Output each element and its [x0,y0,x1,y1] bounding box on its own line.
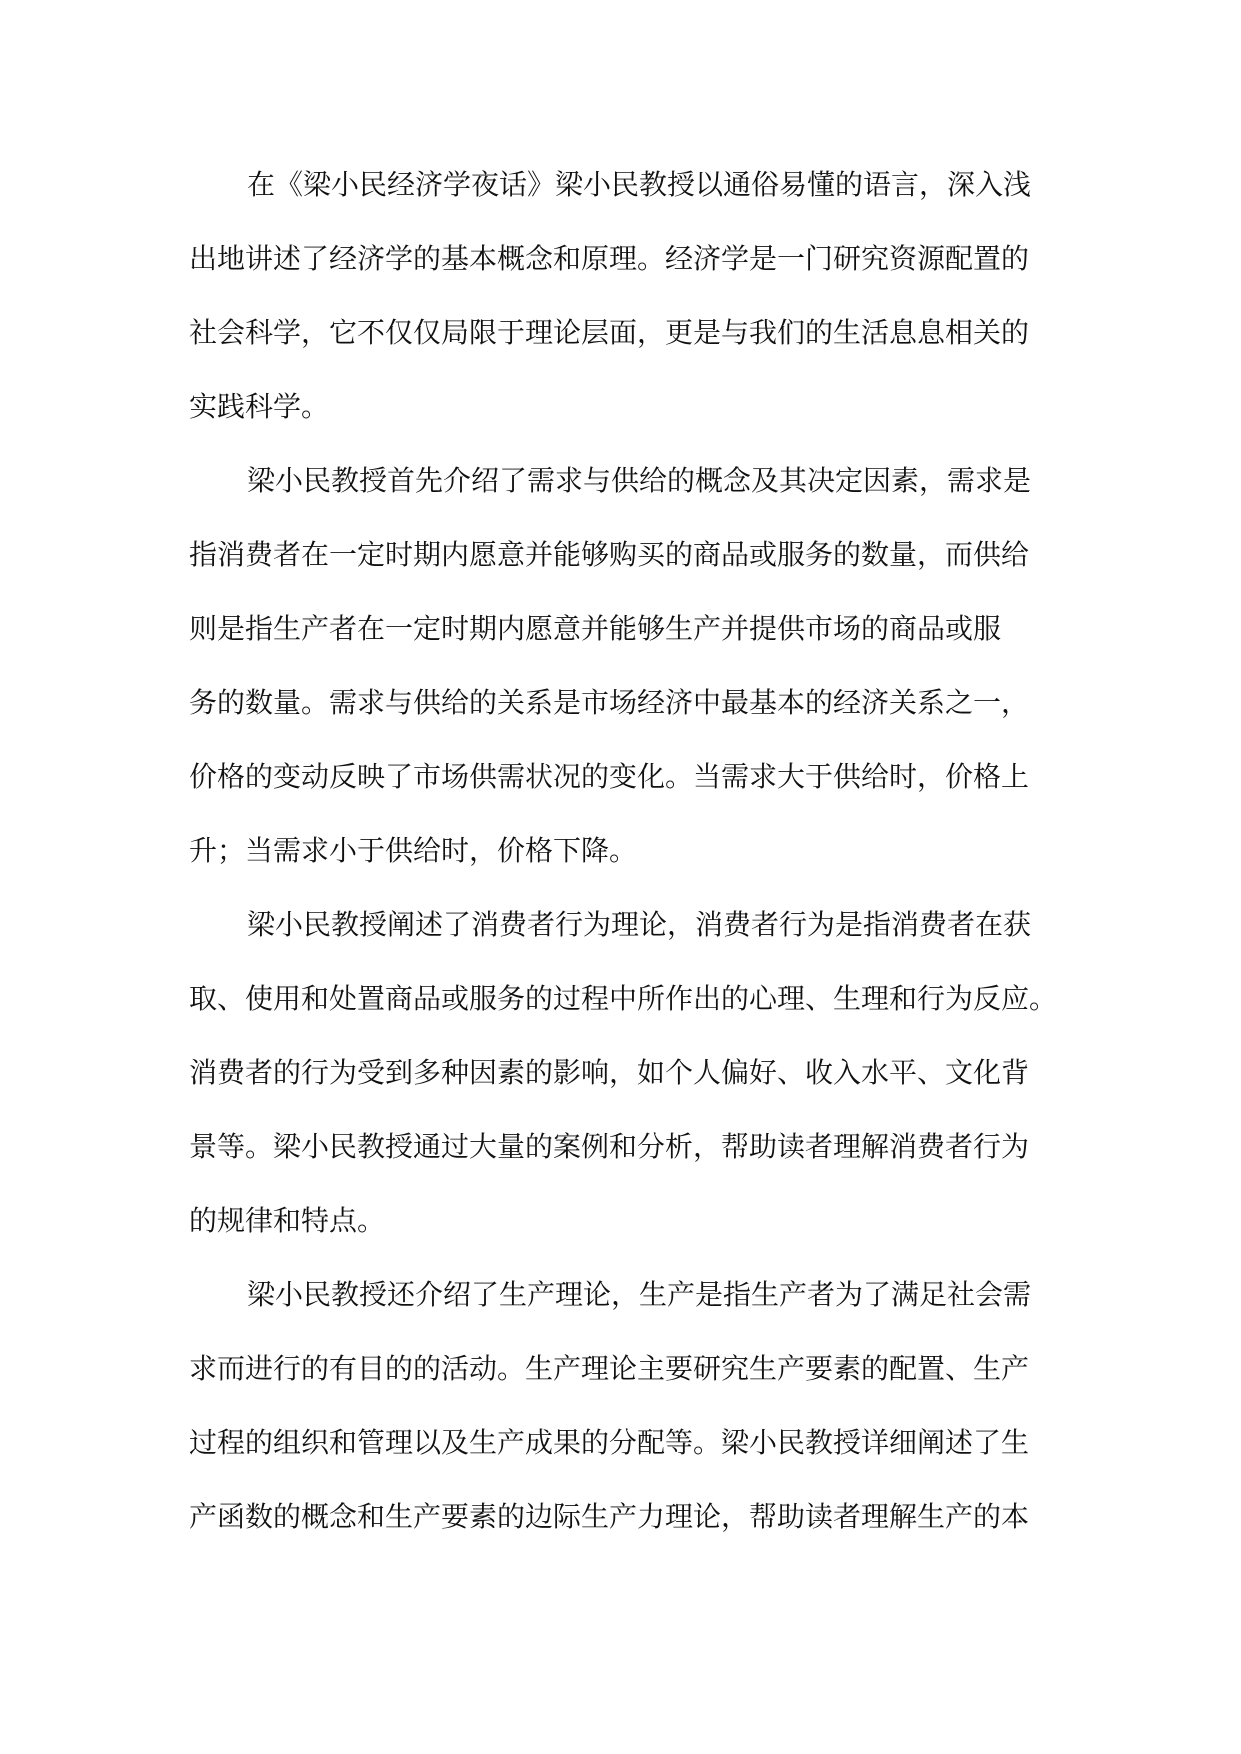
paragraph-4 [189,1258,1059,1554]
text-line: 过程的组织和管理以及生产成果的分配等。梁小民教授详细阐述了生 [189,1426,1030,1459]
paragraph-2 [189,444,1059,888]
text-line: 求而进行的有目的的活动。生产理论主要研究生产要素的配置、生产 [189,1352,1030,1385]
text-line: 在《梁小民经济学夜话》梁小民教授以通俗易懂的语言，深入浅 [247,168,1032,201]
text-line: 消费者的行为受到多种因素的影响，如个人偏好、收入水平、文化背 [189,1056,1030,1089]
text-line: 的规律和特点。 [189,1204,386,1237]
text-line: 取、使用和处置商品或服务的过程中所作出的心理、生理和行为反应。 [189,982,1058,1015]
text-line: 梁小民教授还介绍了生产理论，生产是指生产者为了满足社会需 [247,1278,1032,1311]
text-line: 梁小民教授阐述了消费者行为理论，消费者行为是指消费者在获 [247,908,1032,941]
text-line: 务的数量。需求与供给的关系是市场经济中最基本的经济关系之一， [189,686,1030,719]
text-line: 实践科学。 [189,390,330,423]
body-text [189,148,1059,1554]
text-line: 梁小民教授首先介绍了需求与供给的概念及其决定因素，需求是 [247,464,1032,497]
paragraph-1 [189,148,1059,444]
text-line: 社会科学，它不仅仅局限于理论层面，更是与我们的生活息息相关的 [189,316,1030,349]
text-line: 景等。梁小民教授通过大量的案例和分析，帮助读者理解消费者行为 [189,1130,1030,1163]
text-line: 升；当需求小于供给时，价格下降。 [189,834,638,867]
text-line: 价格的变动反映了市场供需状况的变化。当需求大于供给时，价格上 [189,760,1030,793]
text-line: 指消费者在一定时期内愿意并能够购买的商品或服务的数量，而供给 [189,538,1030,571]
text-line: 产函数的概念和生产要素的边际生产力理论，帮助读者理解生产的本 [189,1500,1030,1533]
text-line: 则是指生产者在一定时期内愿意并能够生产并提供市场的商品或服 [189,612,1002,645]
text-line: 出地讲述了经济学的基本概念和原理。经济学是一门研究资源配置的 [189,242,1030,275]
paragraph-3 [189,888,1059,1258]
